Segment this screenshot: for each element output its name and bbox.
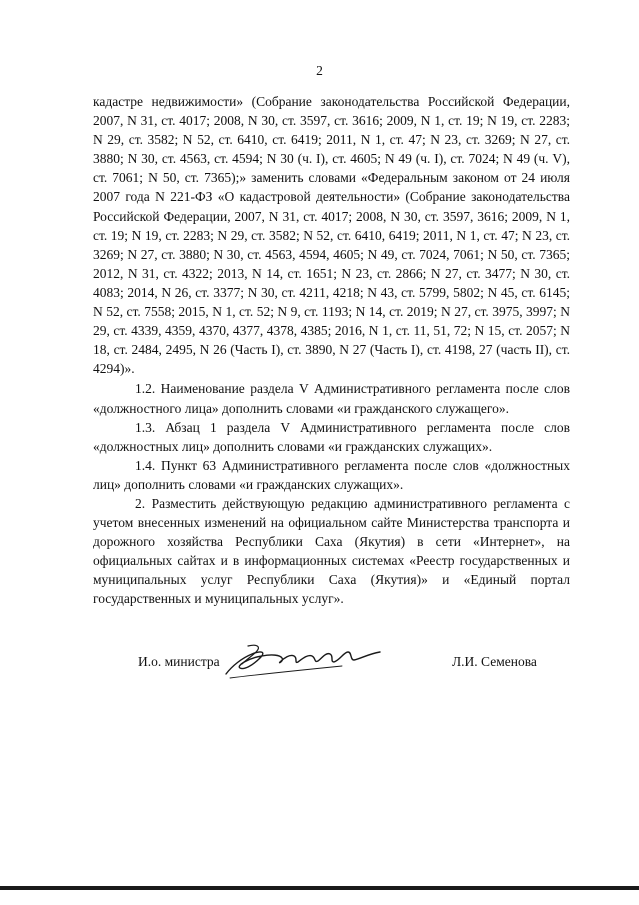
signer-title: И.о. министра <box>138 654 220 669</box>
paragraph-1-4: 1.4. Пункт 63 Административного регламента после слов «должностных лиц» дополнить словами «и гражданских служащих». <box>93 457 570 492</box>
signature-block <box>0 640 639 680</box>
document-body <box>93 92 570 609</box>
bottom-border <box>0 886 639 890</box>
paragraph-continuation: кадастре недвижимости» (Собрание законодательства Российской Федерации, 2007, N 31, ст. 4017; 2008, N 30, ст. 3597, ст. 3616; 2009, N 1, ст. 19; N 19, ст. 2283; N 29, ст. 3582; N 52, ст. 6410, ст. 6419; 2011, N 1, ст. 47; N 23, ст. 3269; N 27, ст. 3880; N 30, ст. 4563, ст. 4594; N 30 (ч. I), ст. 4605; N 49 (ч. I), ст. 7024; N 49 (ч. V), ст. 7061; N 50, ст. 7365);» заменить словами «Федеральным законом от 24 июля 2007 года N 221-ФЗ «О кадастровой деятельности» (Собрание законодательства Российской Федерации, 2007, N 31, ст. 4017; 2008, N 30, ст. 3597, 3616; 2009, N 1, ст. 19; N 19, ст. 2283; N 29, ст. 3582; N 52, ст. 6410, 6419; 2011, N 1, ст. 47; N 23, ст. 3269; N 27, ст. 3880; N 30, ст. 4563, 4594, 4605; N 49, ст. 7024, 7061; N 50, ст. 7365; 2012, N 31, ст. 4322; 2013, N 14, ст. 1651; N 23, ст. 2866; N 27, ст. 3477; N 30, ст. 4083; 2014, N 26, ст. 3377; N 30, ст. 4211, 4218; N 43, ст. 5799, 5802; N 45, ст. 6145; N 52, ст. 7558; 2015, N 1, ст. 52; N 9, ст. 1193; N 14, ст. 2019; N 27, ст. 3975, 3997; N 29, ст. 4339, 4359, 4370, 4377, 4378, 4385; 2016, N 1, ст. 11, 51, 72; N 15, ст. 2057; N 18, ст. 2484, 2495, N 26 (Часть I), ст. 3890, N 27 (Часть I), ст. 4198, 27 (часть II), ст. 4294)». <box>93 94 570 377</box>
paragraph-2: 2. Разместить действующую редакцию административного регламента с учетом внесенных изменений на официальном сайте Министерства транспорта и дорожного хозяйства Республики Саха (Якутия) в сети «Интернет», на официальных сайтах и в информационных системах «Реестр государственных и муниципальных услуг Республики Саха (Якутия)» и «Единый портал государственных и муниципальных услуг». <box>93 495 570 607</box>
paragraph-1-2: 1.2. Наименование раздела V Административного регламента после слов «должностного лица» дополнить словами «и гражданского служащего». <box>93 381 570 416</box>
handwritten-signature <box>222 640 392 680</box>
page-number: 2 <box>316 63 323 78</box>
paragraph-1-3: 1.3. Абзац 1 раздела V Административного регламента после слов «должностных лиц» дополнить словами «и гражданских служащих». <box>93 419 570 454</box>
signer-name: Л.И. Семенова <box>452 654 537 669</box>
